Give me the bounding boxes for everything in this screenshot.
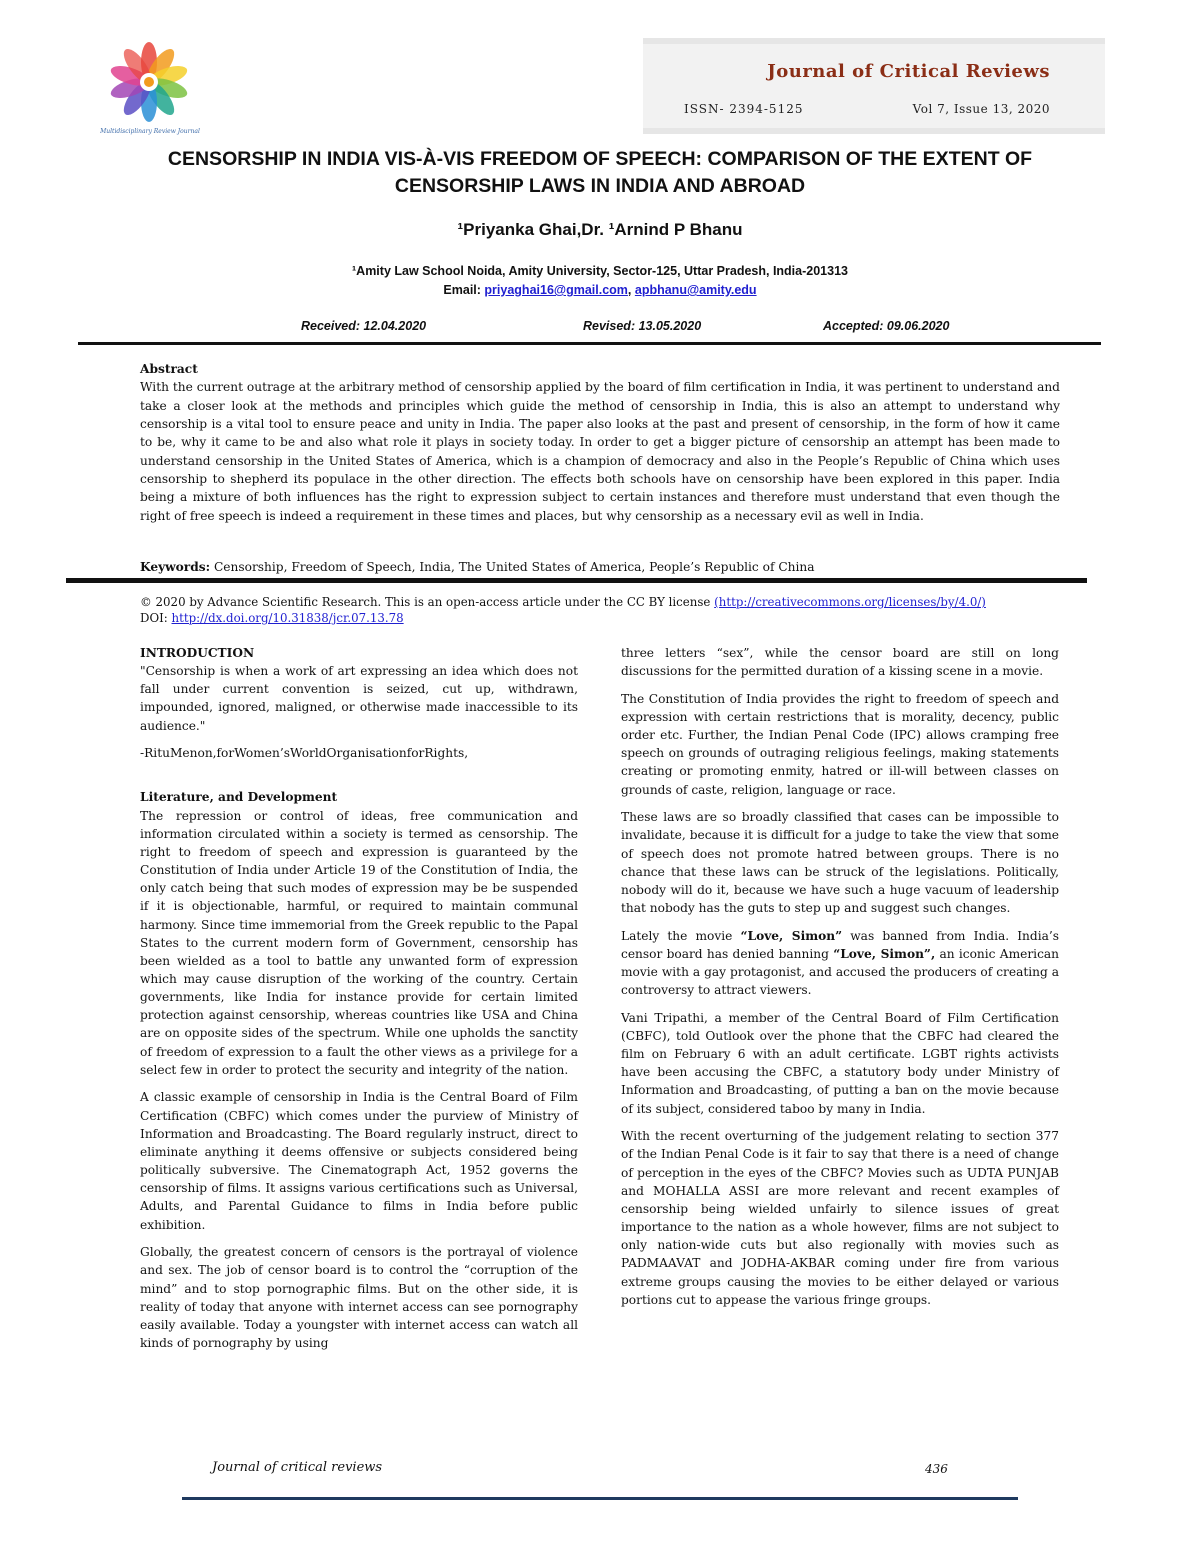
journal-logo	[94, 36, 204, 140]
email-link-2[interactable]: apbhanu@amity.edu	[634, 283, 757, 297]
intro-heading: INTRODUCTION	[140, 646, 255, 660]
email-link-1[interactable]: priyaghai16@gmail.com	[484, 283, 628, 297]
movie-title: “Love, Simon”,	[833, 946, 936, 961]
abstract-heading: Abstract	[140, 362, 198, 376]
journal-header-band	[643, 38, 1105, 134]
divider	[66, 578, 1087, 583]
paragraph: Vani Tripathi, a member of the Central Board of Film Certification (CBFC), told Outlook over the phone that the CBFC had cleared the film on February 6 with an adult certificate. LGBT rights activists have been accusing the CBFC, a statutory body under Ministry of Information and Broadcasting, of putting a ban on the movie because of its subject, considered taboo by many in India.	[621, 1010, 1059, 1116]
received-date: Received: 12.04.2020	[301, 319, 427, 333]
left-column	[140, 644, 578, 1362]
license-link[interactable]: (http://creativecommons.org/licenses/by/4.0/)	[714, 595, 986, 609]
abstract	[140, 360, 1060, 525]
paragraph: The repression or control of ideas, free communication and information circulated within a society is termed as censorship. The right to freedom of speech and expression is guaranteed by the Constitution of India under Article 19 of the Constitution of India, the only catch being that such modes of expression may be be suspended if it is objectionable, harmful, or required to maintain communal harmony. Since time immemorial from the Greek republic to the Papal States to the current modern form of Government, censorship has been wielded as a tool to battle any unwanted form of expression which may cause disruption of the working of the country. Certain governments, like India for instance provide for certain limited protection against censorship, whereas countries like USA and China are on opposite sides of the spectrum. While one upholds the sanctity of freedom of expression to a fault the other views as a privilege for a select few in order to protect the security and integrity of the nation.	[140, 808, 578, 1077]
revised-date: Revised: 13.05.2020	[583, 319, 702, 333]
email-label: Email:	[443, 283, 481, 297]
issn: ISSN- 2394-5125	[684, 102, 804, 116]
paragraph: Lately the movie “Love, Simon” was banned from India. India’s censor board has denied banning “Love, Simon”, an iconic American movie with a gay protagonist, and accused the producers of creating a controversy to attract viewers.	[621, 928, 1060, 998]
footer-divider	[182, 1497, 1018, 1500]
journal-title: Journal of Critical Reviews	[767, 61, 1050, 82]
volume-issue: Vol 7, Issue 13, 2020	[912, 102, 1050, 116]
abstract-text: With the current outrage at the arbitrary method of censorship applied by the board of film certification in India, it was pertinent to understand and take a closer look at the methods and principles which guide the method of censorship in India, this is also an attempt to understand why censorship is a vital tool to ensure peace and unity in India. The paper also looks at the past and present of censorship, in the form of how it came to be, why it came to be and also what role it plays in society today. In order to get a bigger picture of censorship an attempt has been made to understand censorship in the United States of America, which is a champion of democracy and also in the People’s Republic of China which uses censorship to shepherd its populace in the other direction. The effects both schools have on censorship have been explored in this paper. India being a mixture of both influences has the right to expression subject to certain instances and therefore must understand that even though the right of free speech is indeed a requirement in these times and places, but why censorship as a necessary evil as well in India.	[140, 380, 1060, 523]
accepted-date: Accepted: 09.06.2020	[823, 319, 950, 333]
paragraph: With the recent overturning of the judgement relating to section 377 of the Indian Penal Code is it fair to say that there is a need of change of perception in the eyes of the CBFC? Movies such as UDTA PUNJAB and MOHALLA ASSI are more relevant and recent examples of censorship being wielded unfairly to silence issues of great importance to the nation as a whole however, films are not subject to only nation-wide cuts but also regionally with movies such as PADMAAVAT and JODHA-AKBAR coming under fire from various extreme groups causing the movies to be either delayed or various portions cut to appease the various fringe groups.	[621, 1129, 1059, 1307]
license-notice	[140, 594, 1060, 626]
intro-quote: "Censorship is when a work of art expressing an idea which does not fall under current convention is seized, cut up, withdrawn, impounded, ignored, maligned, or otherwise made inaccessible to its audience."	[140, 664, 578, 733]
paragraph: three letters “sex”, while the censor board are still on long discussions for the permitted duration of a kissing scene in a movie.	[621, 646, 1059, 679]
paragraph: A classic example of censorship in India is the Central Board of Film Certification (CBFC) which comes under the purview of Ministry of Information and Broadcasting. The Board regularly instruct, direct to eliminate anything it deems offensive or subjects considered being politically subversive. The Cinematograph Act, 1952 governs the censorship of films. It assigns various certifications such as Universal, Adults, and Parental Guidance to films in India before public exhibition.	[140, 1090, 578, 1232]
affiliation: ¹Amity Law School Noida, Amity University, Sector-125, Uttar Pradesh, India-201313	[352, 264, 848, 278]
authors: ¹Priyanka Ghai,Dr. ¹Arnind P Bhanu	[457, 220, 743, 239]
paper-title: CENSORSHIP IN INDIA VIS-À-VIS FREEDOM OF SPEECH: COMPARISON OF THE EXTENT OF CENSORSHIP LAWS IN INDIA AND ABROAD	[167, 148, 1033, 197]
movie-title: “Love, Simon”	[740, 928, 843, 943]
doi-link[interactable]: http://dx.doi.org/10.31838/jcr.07.13.78	[171, 611, 404, 625]
page-number: 436	[925, 1462, 948, 1476]
keywords	[140, 560, 1060, 574]
divider	[78, 342, 1101, 345]
paragraph: Globally, the greatest concern of censors is the portrayal of violence and sex. The job of censor board is to control the “corruption of the mind” and to stop pornographic films. But on the other side, it is reality of today that anyone with internet access can see pornography easily available. Today a youngster with internet access can watch all kinds of pornography by using	[140, 1245, 578, 1350]
keywords-label: Keywords:	[140, 560, 211, 574]
logo-caption: Multidisciplinary Review Journal	[100, 128, 200, 135]
footer-journal-name: Journal of critical reviews	[212, 1460, 383, 1475]
paragraph: The Constitution of India provides the right to freedom of speech and expression with certain restrictions that is morality, decency, public order etc. Further, the Indian Penal Code (IPC) allows cramping free speech on grounds of outraging religious feelings, making statements creating or promoting enmity, hatred or ill-will between classes on grounds of caste, religion, language or race.	[621, 691, 1059, 797]
literature-heading: Literature, and Development	[140, 790, 338, 805]
keywords-text: Censorship, Freedom of Speech, India, The United States of America, People’s Republic of China	[213, 560, 815, 574]
doi-label: DOI:	[140, 611, 168, 625]
paragraph: These laws are so broadly classified that cases can be impossible to invalidate, because it is difficult for a judge to take the view that some of speech does not promote hatred between groups. There is no chance that these laws can be struck of the legislations. Politically, nobody will do it, because we have such a huge vacuum of leadership that nobody has the guts to step up and suggest such changes.	[621, 810, 1059, 916]
quote-attribution: -RituMenon,forWomen’sWorldOrganisationforRights,	[140, 746, 469, 761]
email-line: Email: priyaghai16@gmail.com, apbhanu@amity.edu	[443, 283, 757, 297]
right-column	[621, 644, 1059, 1318]
license-text: © 2020 by Advance Scientific Research. This is an open-access article under the CC BY license	[140, 595, 711, 609]
